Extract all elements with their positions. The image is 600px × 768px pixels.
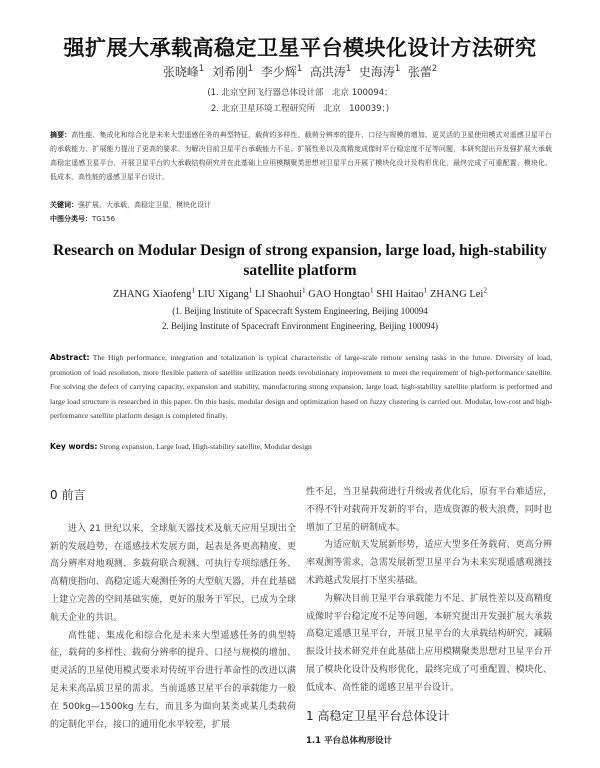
abstract-en-text: The High performance, integration and totalization is typical characteristic of large-scale remote sensing tasks in the future. Diversity of load, promotion of load resolution, more flexible pattern of satellite utilization needs revolutionary improvement to meet the requirement of high-performance satellite. For solving the defect of carrying capacity, expansion and stability, manufacturing strong expansion, large load, high-stability satellite platform is performed and large load structure is researched in this paper. On this basis, modular design and optimization based on fuzzy clustering is carried out. Modular, low-cost and high-performance satellite platform design is completed finally. <box>50 353 552 420</box>
author-cn: 刘希刚$^1$ <box>211 63 254 79</box>
abstract-en-label: Abstract: <box>50 353 90 362</box>
abstract-chinese <box>50 128 552 184</box>
abstract-cn-text: 高性能、集成化和综合化是未来大型遥感任务的典型特征，载荷的多样性、载荷分辨率的提升、口径与规模的增加、更灵活的卫星使用模式对遥感卫星平台的承载能力、扩展能力提出了更高的要求。为解决目前卫星平台承载能力不足、扩展性差以及高精度成像时平台稳定度不足等问题，本研究提出开发强扩展大承载高稳定遥感卫星平台，开展卫星平台的大承载结构研究并在此基础上应用模糊聚类思想对卫星平台开展了模块化设计及构形优化，最终完成了可重配置、模块化、低成本、高性能的遥感卫星平台设计。 <box>50 131 553 181</box>
keywords-en-label: Key words: <box>50 442 98 451</box>
affiliation-en-1: (1. Beijing Institute of Spacecraft System Engineering, Beijing 100094 <box>172 306 428 316</box>
author-en: ZHANG Xiaofeng$^1$ <box>112 285 196 300</box>
author-cn: 史海涛$^1$ <box>358 63 401 79</box>
title-chinese: 强扩展大承载高稳定卫星平台模块化设计方法研究 <box>63 36 537 60</box>
author-en: LI Shaohui$^1$ <box>255 285 306 300</box>
author-cn: 张蕾$^2$ <box>407 63 438 79</box>
paragraph: 为解决目前卫星平台承载能力不足、扩展性差以及高精度成像时平台稳定度不足等问题，本研究提出开发强扩展大承载高稳定遥感卫星平台，开展卫星平台的大承载结构研究、减隔振设计技术研究并在此基础上应用模糊聚类思想对卫星平台开展了模块化设计及构形优化，最终完成了可重配置、模块化、低成本、高性能的遥感卫星平台设计。 <box>306 593 552 693</box>
keywords-cn-text: 强扩展，大承载，高稳定卫星，模块化设计 <box>78 201 211 209</box>
authors-english <box>0 285 600 300</box>
author-cn: 高洪涛$^1$ <box>309 63 352 79</box>
title-english: Research on Modular Design of strong expansion, large load, high-stability satellite platform <box>53 242 547 279</box>
abstract-cn-label: 摘要： <box>50 131 72 139</box>
affiliation-cn-2: 2. 北京卫星环境工程研究所 北京 100039；) <box>210 104 390 114</box>
subsection-1-1-heading: 1.1 平台总体构形设计 <box>306 736 393 747</box>
author-en: SHI Haitao$^1$ <box>376 285 428 300</box>
clc-number <box>50 212 552 226</box>
paragraph: 性不足，当卫星载荷进行升级或者优化后，原有平台难适应，不得不针对载荷开发新的平台，造成资源的极大浪费，同时也增加了卫星的研制成本。 <box>306 487 552 533</box>
paragraph: 为适应航天发展新形势，适应大型多任务载荷、更高分辨率观测等需求，急需发展新型卫星平台为未来实现遥感观测技术跨越式发展打下坚实基础。 <box>306 540 552 586</box>
section-1-heading: 1 高稳定卫星平台总体设计 <box>306 708 450 723</box>
abstract-english <box>50 351 552 424</box>
author-cn: 李少辉$^1$ <box>260 63 303 79</box>
paragraph: 高性能、集成化和综合化是未来大型遥感任务的典型特征，载荷的多样性、载荷分辨率的提升、口径与规模的增加、更灵活的卫星使用模式要求对传统平台进行革命性的改进以满足未来高品质卫星的需求。当前遥感卫星平台的承载能力一般在 500kg—1500kg 左右，而且多为面向某类或某几类载荷的定制化平台，接口的通用化水平较差，扩展 <box>50 630 296 730</box>
clc-label: 中图分类号： <box>50 215 92 223</box>
keywords-english <box>50 440 552 455</box>
left-column <box>50 487 296 734</box>
section-0-heading: 0 前言 <box>50 488 86 502</box>
author-cn: 张晓峰$^1$ <box>162 63 205 79</box>
paragraph: 进入 21 世纪以来，全球航天器技术及航天应用呈现出全新的发展趋势，在遥感技术发展方面，起表是各更高精度、更高分辨率对地观测、多载荷联合观测、可执行专项综感任务、高精度指向、高稳定遥大观测任务的大型航天器，并在此基础上建立完善的空间基础实施，更好的服务于军民，已成为全球航天企业的共识。 <box>50 523 296 623</box>
author-en: LIU Xigang$^1$ <box>197 285 253 300</box>
author-en: ZHANG Lei$^2$ <box>429 285 488 300</box>
clc-text: TG156 <box>92 215 116 223</box>
authors-chinese <box>0 63 600 80</box>
keywords-en-text: Strong expansion, Large load, High-stability satellite, Modular design <box>99 442 312 451</box>
affiliation-cn-1: (1. 北京空间飞行器总体设计部 北京 100094； <box>207 88 393 98</box>
keywords-cn-label: 关键词： <box>50 201 78 209</box>
keywords-chinese <box>50 198 552 212</box>
right-column <box>306 484 552 751</box>
author-en: GAO Hongtao$^1$ <box>308 285 374 300</box>
affiliation-en-2: 2. Beijing Institute of Spacecraft Environment Engineering, Beijing 100094) <box>162 321 438 331</box>
